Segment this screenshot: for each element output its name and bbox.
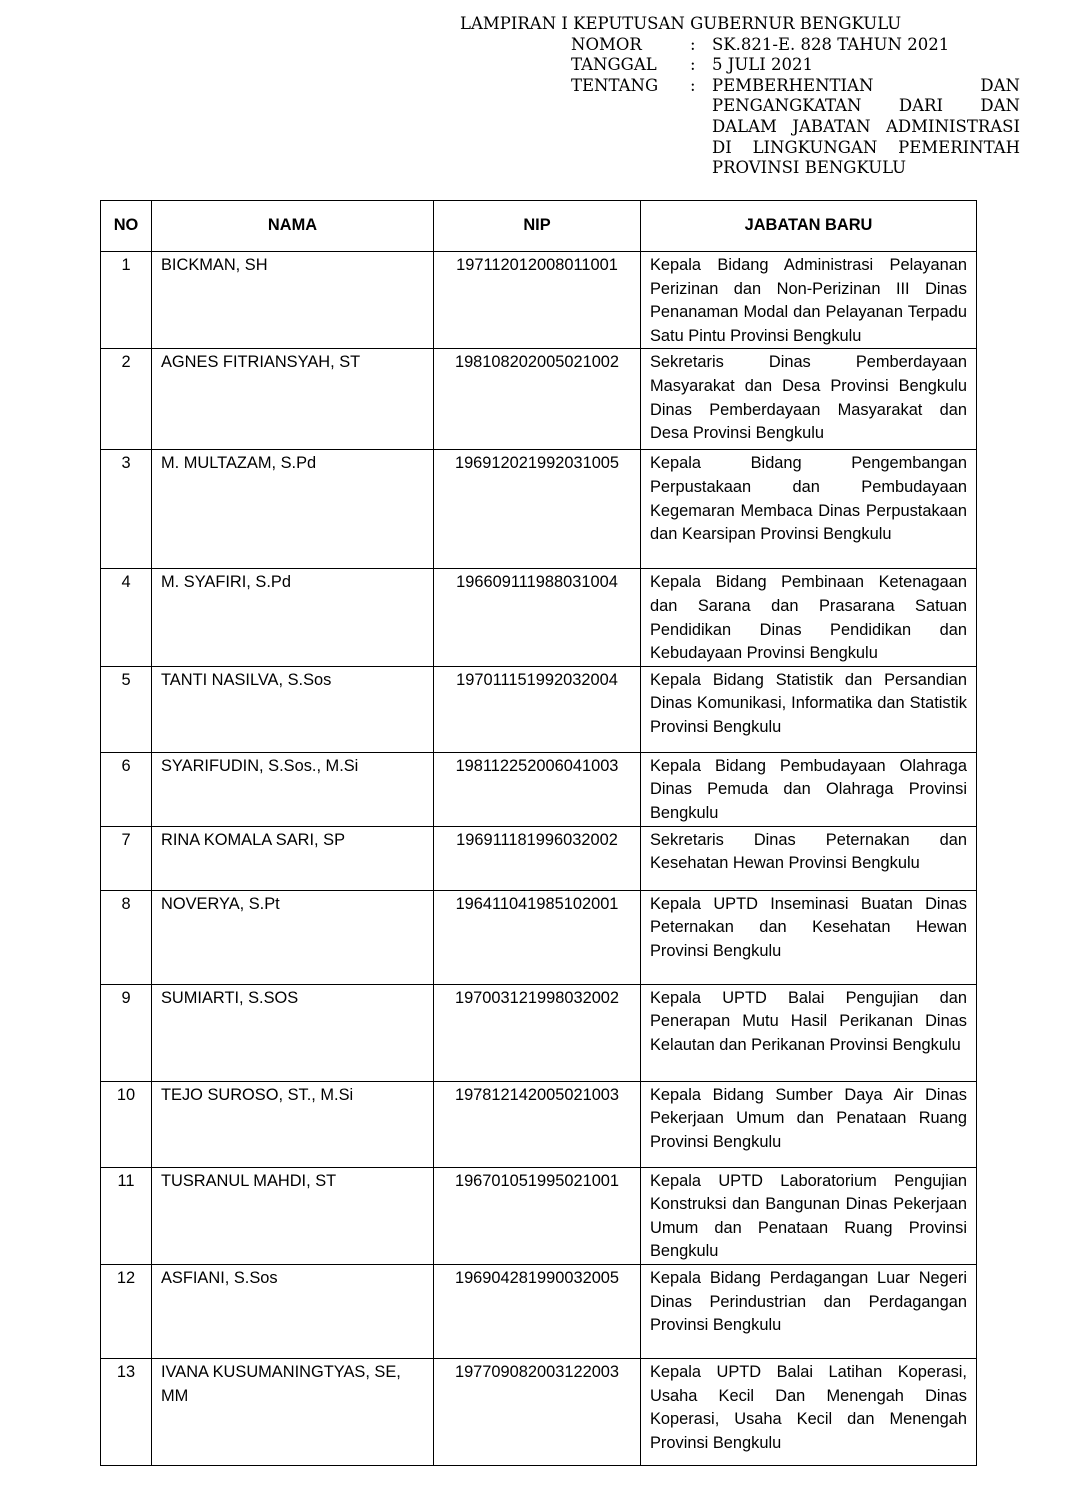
cell-nama: SUMIARTI, S.SOS	[152, 984, 434, 1081]
cell-nama: ASFIANI, S.Sos	[152, 1264, 434, 1358]
cell-nip: 196904281990032005	[434, 1264, 641, 1358]
table-row	[101, 826, 977, 890]
cell-no: 11	[101, 1167, 152, 1264]
table-row	[101, 984, 977, 1081]
table-body	[101, 252, 977, 1466]
nomor-value: SK.821-E. 828 TAHUN 2021	[712, 34, 950, 54]
cell-nama: NOVERYA, S.Pt	[152, 890, 434, 984]
appointment-table	[100, 200, 977, 1466]
tentang-line: PEMBERHENTIAN DAN	[712, 75, 1020, 95]
cell-nama: RINA KOMALA SARI, SP	[152, 826, 434, 890]
cell-nama: IVANA KUSUMANINGTYAS, SE, MM	[152, 1358, 434, 1465]
table-row	[101, 450, 977, 569]
cell-no: 3	[101, 450, 152, 569]
cell-no: 8	[101, 890, 152, 984]
cell-nama: M. MULTAZAM, S.Pd	[152, 450, 434, 569]
cell-no: 1	[101, 252, 152, 349]
cell-jabatan-baru: Kepala Bidang Pembinaan Ketenagaan dan Sarana dan Prasarana Satuan Pendidikan Dinas Pendidikan dan Kebudayaan Provinsi Bengkulu	[641, 569, 977, 666]
tentang-label: TENTANG	[571, 75, 659, 95]
cell-no: 2	[101, 349, 152, 450]
cell-no: 9	[101, 984, 152, 1081]
cell-nama: TUSRANUL MAHDI, ST	[152, 1167, 434, 1264]
cell-nip: 196701051995021001	[434, 1167, 641, 1264]
table-row	[101, 1167, 977, 1264]
cell-nip: 198108202005021002	[434, 349, 641, 450]
cell-nip: 196912021992031005	[434, 450, 641, 569]
table-row	[101, 1264, 977, 1358]
tanggal-label: TANGGAL	[571, 55, 657, 75]
cell-nip: 197011151992032004	[434, 666, 641, 752]
tentang-line: DI LINGKUNGAN PEMERINTAH	[712, 137, 1020, 157]
cell-no: 6	[101, 752, 152, 826]
table-row	[101, 1358, 977, 1465]
cell-jabatan-baru: Kepala Bidang Statistik dan Persandian Dinas Komunikasi, Informatika dan Statistik Provinsi Bengkulu	[641, 666, 977, 752]
cell-no: 4	[101, 569, 152, 666]
cell-jabatan-baru: Kepala UPTD Laboratorium Pengujian Konstruksi dan Bangunan Dinas Pekerjaan Umum dan Penataan Ruang Provinsi Bengkulu	[641, 1167, 977, 1264]
cell-nip: 197003121998032002	[434, 984, 641, 1081]
cell-nama: AGNES FITRIANSYAH, ST	[152, 349, 434, 450]
table-row	[101, 1081, 977, 1167]
cell-nip: 197709082003122003	[434, 1358, 641, 1465]
cell-jabatan-baru: Sekretaris Dinas Pemberdayaan Masyarakat dan Desa Provinsi Bengkulu Dinas Pemberdayaan Masyarakat dan Desa Provinsi Bengkulu	[641, 349, 977, 450]
cell-jabatan-baru: Kepala UPTD Inseminasi Buatan Dinas Peternakan dan Kesehatan Hewan Provinsi Bengkulu	[641, 890, 977, 984]
tentang-row	[571, 76, 1020, 179]
cell-nip: 198112252006041003	[434, 752, 641, 826]
tentang-line: PROVINSI BENGKULU	[712, 158, 907, 178]
table-row	[101, 666, 977, 752]
column-header-no: NO	[101, 201, 152, 252]
column-header-nama: NAMA	[152, 201, 434, 252]
table-row	[101, 349, 977, 450]
cell-jabatan-baru: Kepala Bidang Perdagangan Luar Negeri Dinas Perindustrian dan Perdagangan Provinsi Bengkulu	[641, 1264, 977, 1358]
cell-nip: 196609111988031004	[434, 569, 641, 666]
column-header-jabatan-baru: JABATAN BARU	[641, 201, 977, 252]
cell-nama: BICKMAN, SH	[152, 252, 434, 349]
cell-nama: TEJO SUROSO, ST., M.Si	[152, 1081, 434, 1167]
cell-no: 7	[101, 826, 152, 890]
cell-nip: 197812142005021003	[434, 1081, 641, 1167]
attachment-title: LAMPIRAN I KEPUTUSAN GUBERNUR BENGKULU	[460, 14, 902, 33]
cell-no: 12	[101, 1264, 152, 1358]
cell-jabatan-baru: Kepala Bidang Administrasi Pelayanan Perizinan dan Non-Perizinan III Dinas Penanaman Modal dan Pelayanan Terpadu Satu Pintu Provinsi Bengkulu	[641, 252, 977, 349]
table-row	[101, 569, 977, 666]
table-row	[101, 752, 977, 826]
document-header	[460, 14, 1020, 179]
cell-jabatan-baru: Kepala Bidang Sumber Daya Air Dinas Pekerjaan Umum dan Penataan Ruang Provinsi Bengkulu	[641, 1081, 977, 1167]
cell-jabatan-baru: Kepala UPTD Balai Latihan Koperasi, Usaha Kecil Dan Menengah Dinas Koperasi, Usaha Kecil dan Menengah Provinsi Bengkulu	[641, 1358, 977, 1465]
cell-nip: 197112012008011001	[434, 252, 641, 349]
tanggal-row	[571, 55, 1020, 76]
cell-nama: TANTI NASILVA, S.Sos	[152, 666, 434, 752]
cell-jabatan-baru: Sekretaris Dinas Peternakan dan Kesehatan Hewan Provinsi Bengkulu	[641, 826, 977, 890]
column-header-nip: NIP	[434, 201, 641, 252]
tanggal-value: 5 JULI 2021	[712, 55, 813, 75]
colon-separator: :	[690, 55, 696, 75]
colon-separator: :	[690, 75, 696, 95]
table-row	[101, 890, 977, 984]
cell-nama: M. SYAFIRI, S.Pd	[152, 569, 434, 666]
tentang-line: DALAM JABATAN ADMINISTRASI	[712, 116, 1020, 136]
cell-nip: 196411041985102001	[434, 890, 641, 984]
cell-nip: 196911181996032002	[434, 826, 641, 890]
tentang-value	[712, 76, 1020, 179]
cell-no: 13	[101, 1358, 152, 1465]
nomor-label: NOMOR	[571, 34, 642, 54]
nomor-row	[571, 35, 1020, 56]
cell-jabatan-baru: Kepala Bidang Pembudayaan Olahraga Dinas Pemuda dan Olahraga Provinsi Bengkulu	[641, 752, 977, 826]
colon-separator: :	[690, 34, 696, 54]
cell-jabatan-baru: Kepala UPTD Balai Pengujian dan Penerapan Mutu Hasil Perikanan Dinas Kelautan dan Perikanan Provinsi Bengkulu	[641, 984, 977, 1081]
cell-jabatan-baru: Kepala Bidang Pengembangan Perpustakaan dan Pembudayaan Kegemaran Membaca Dinas Perpustakaan dan Kearsipan Provinsi Bengkulu	[641, 450, 977, 569]
tentang-line: PENGANGKATAN DARI DAN	[712, 96, 1020, 116]
cell-no: 10	[101, 1081, 152, 1167]
cell-no: 5	[101, 666, 152, 752]
table-header-row	[101, 201, 977, 252]
table-row	[101, 252, 977, 349]
cell-nama: SYARIFUDIN, S.Sos., M.Si	[152, 752, 434, 826]
